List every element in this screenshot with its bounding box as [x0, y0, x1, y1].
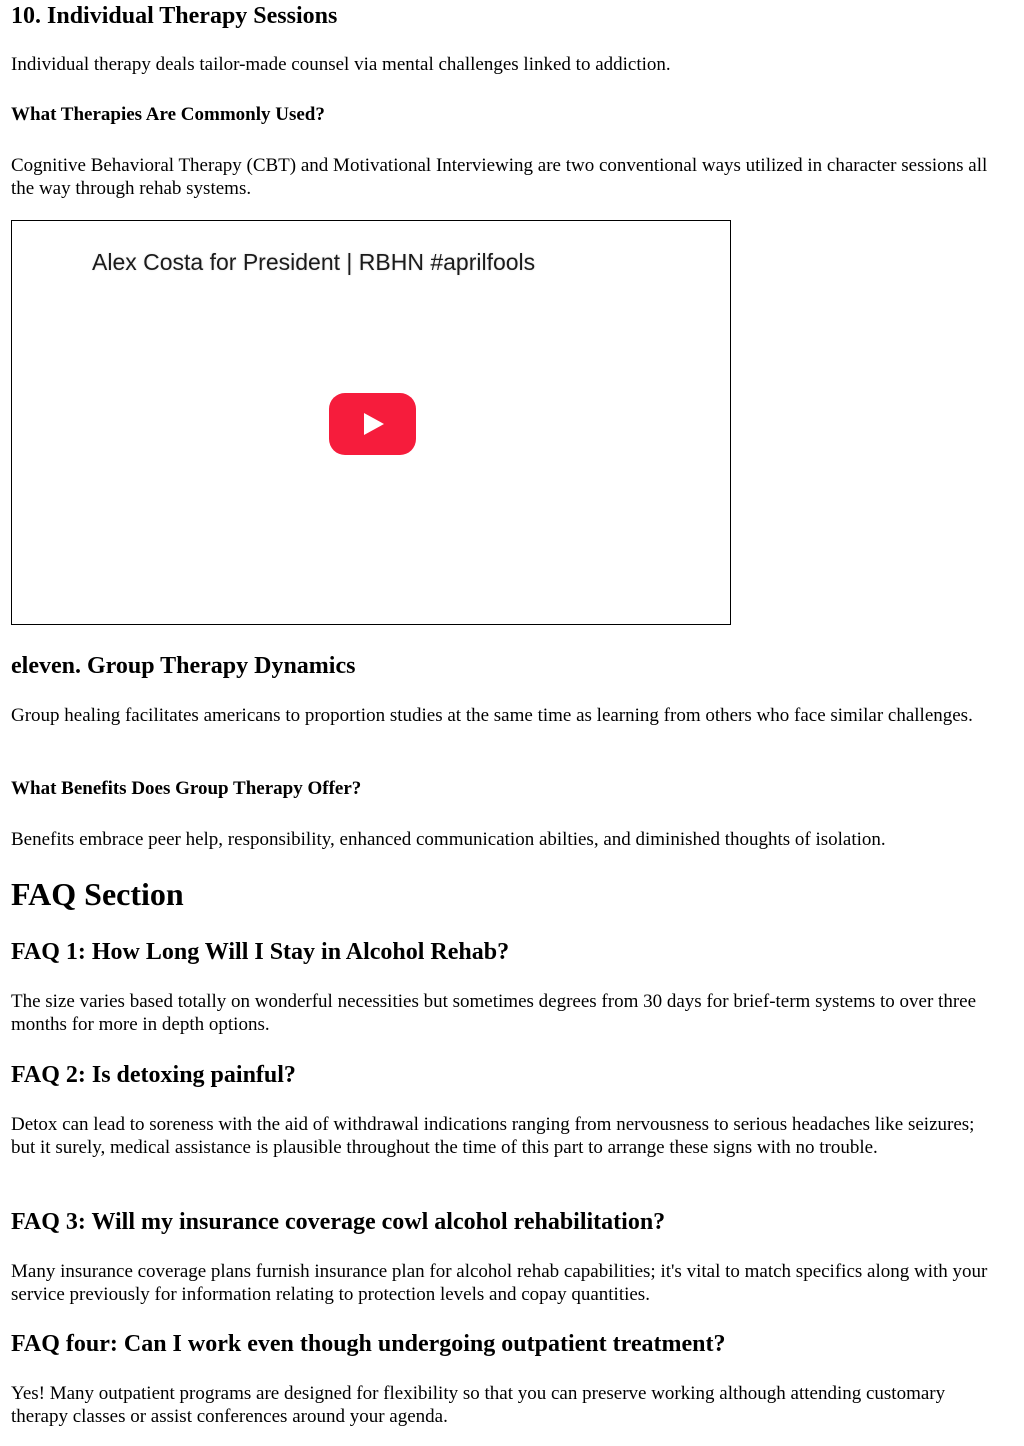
- faq-question-2: FAQ 2: Is detoxing painful?: [11, 1062, 296, 1088]
- section-10-subheading: What Therapies Are Commonly Used?: [11, 104, 325, 125]
- faq-title: FAQ Section: [11, 876, 184, 912]
- video-title[interactable]: Alex Costa for President | RBHN #aprilfools: [92, 249, 536, 275]
- faq-answer-2: Detox can lead to soreness with the aid of withdrawal indications ranging from nervousness to serious headaches like seizures; but it surely, medical assistance is plausible throughout the time of this part to arrange these signs with no trouble.: [11, 1114, 975, 1158]
- section-11-subheading: What Benefits Does Group Therapy Offer?: [11, 778, 362, 799]
- section-11-body: Benefits embrace peer help, responsibility, enhanced communication abilties, and diminished thoughts of isolation.: [11, 829, 886, 850]
- faq-answer-4: Yes! Many outpatient programs are designed for flexibility so that you can preserve working although attending customary therapy classes or assist conferences around your agenda.: [11, 1383, 946, 1427]
- faq-question-1: FAQ 1: How Long Will I Stay in Alcohol Rehab?: [11, 939, 510, 965]
- section-10-heading: 10. Individual Therapy Sessions: [11, 3, 338, 29]
- section-11-heading: eleven. Group Therapy Dynamics: [11, 653, 356, 679]
- faq-question-3: FAQ 3: Will my insurance coverage cowl alcohol rehabilitation?: [11, 1209, 666, 1235]
- section-10-body: Cognitive Behavioral Therapy (CBT) and Motivational Interviewing are two conventional ways utilized in character sessions all the way through rehab systems.: [11, 155, 988, 199]
- section-10-intro: Individual therapy deals tailor-made counsel via mental challenges linked to addiction.: [11, 54, 671, 75]
- youtube-play-icon: [329, 393, 416, 455]
- section-11-intro: Group healing facilitates americans to proportion studies at the same time as learning from others who face similar challenges.: [11, 705, 973, 726]
- faq-answer-3: Many insurance coverage plans furnish insurance plan for alcohol rehab capabilities; it's vital to match specifics along with your service previously for information relating to protection levels and copay quantities.: [11, 1261, 988, 1305]
- faq-answer-1: The size varies based totally on wonderful necessities but sometimes degrees from 30 days for brief-term systems to over three months for more in depth options.: [11, 991, 977, 1035]
- play-button[interactable]: [329, 393, 416, 455]
- embedded-video[interactable]: [11, 220, 731, 625]
- faq-question-4: FAQ four: Can I work even though undergoing outpatient treatment?: [11, 1331, 726, 1357]
